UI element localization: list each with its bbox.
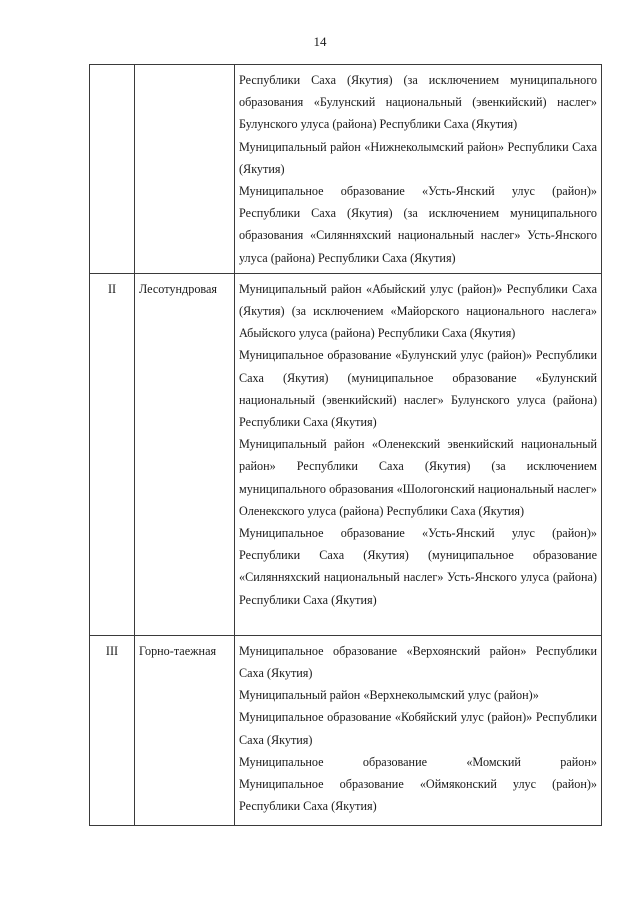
municipality-entry: Муниципальный район «Нижнеколымский район» Республики Саха (Якутия) <box>239 139 597 176</box>
municipalities-cell <box>235 65 602 274</box>
row-numeral: II <box>90 273 135 635</box>
table-row <box>90 65 602 274</box>
municipality-entry: Муниципальное образование «Кобяйский улус (район)» Республики Саха (Якутия) <box>239 710 597 747</box>
municipalities-cell <box>235 635 602 825</box>
natural-zones-table <box>89 64 602 826</box>
table-row <box>90 273 602 635</box>
row-numeral <box>90 65 135 274</box>
municipality-entry: Муниципальное образование «Усть-Янский улус (район)» Республики Саха (Якутия) (за исключением муниципального образования «Силянняхский национальный наслег» Усть-Янского улуса (района) Республики Саха (Якутия) <box>239 184 597 265</box>
municipality-entry: Муниципальное образование «Усть-Янский улус (район)» Республики Саха (Якутия) (муниципальное образование «Силянняхский национальный наслег» Усть-Янского улуса (района) Республики Саха (Якутия) <box>239 526 597 607</box>
municipalities-cell <box>235 273 602 635</box>
municipality-entry: Муниципальное образование «Верхоянский район» Республики Саха (Якутия) <box>239 643 597 681</box>
municipality-entry: Муниципальный район «Оленекский эвенкийский национальный район» Республики Саха (Якутия) (за исключением муниципального образования «Шологонский национальный наслег» Оленекского улуса (района) Республики Саха (Якутия) <box>239 437 597 518</box>
municipality-entry: Республики Саха (Якутия) (за исключением муниципального образования «Булунский национальный (эвенкийский) наслег» Булунского улуса (района) Республики Саха (Якутия) <box>239 73 597 132</box>
municipality-entry: Муниципальное образование «Оймяконский улус (район)» Республики Саха (Якутия) <box>239 777 597 814</box>
municipality-entry: Муниципальное образование «Момский район» <box>239 754 597 769</box>
municipality-entry: Муниципальное образование «Булунский улус (район)» Республики Саха (Якутия) (муниципальное образование «Булунский национальный (эвенкийский) наслег» Булунского улуса (района) Республики Саха (Якутия) <box>239 348 597 430</box>
zone-name <box>135 65 235 274</box>
municipality-entry: Муниципальный район «Абыйский улус (район)» Республики Саха (Якутия) (за исключением «Майорского национального наслега» Абыйского улуса (района) Республики Саха (Якутия) <box>239 281 597 341</box>
zone-name: Лесотундровая <box>135 273 235 635</box>
page-number: 14 <box>313 34 327 49</box>
municipality-entry: Муниципальный район «Верхнеколымский улус (район)» <box>239 688 539 703</box>
zone-name: Горно-таежная <box>135 635 235 825</box>
table-row <box>90 635 602 825</box>
row-numeral: III <box>90 635 135 825</box>
